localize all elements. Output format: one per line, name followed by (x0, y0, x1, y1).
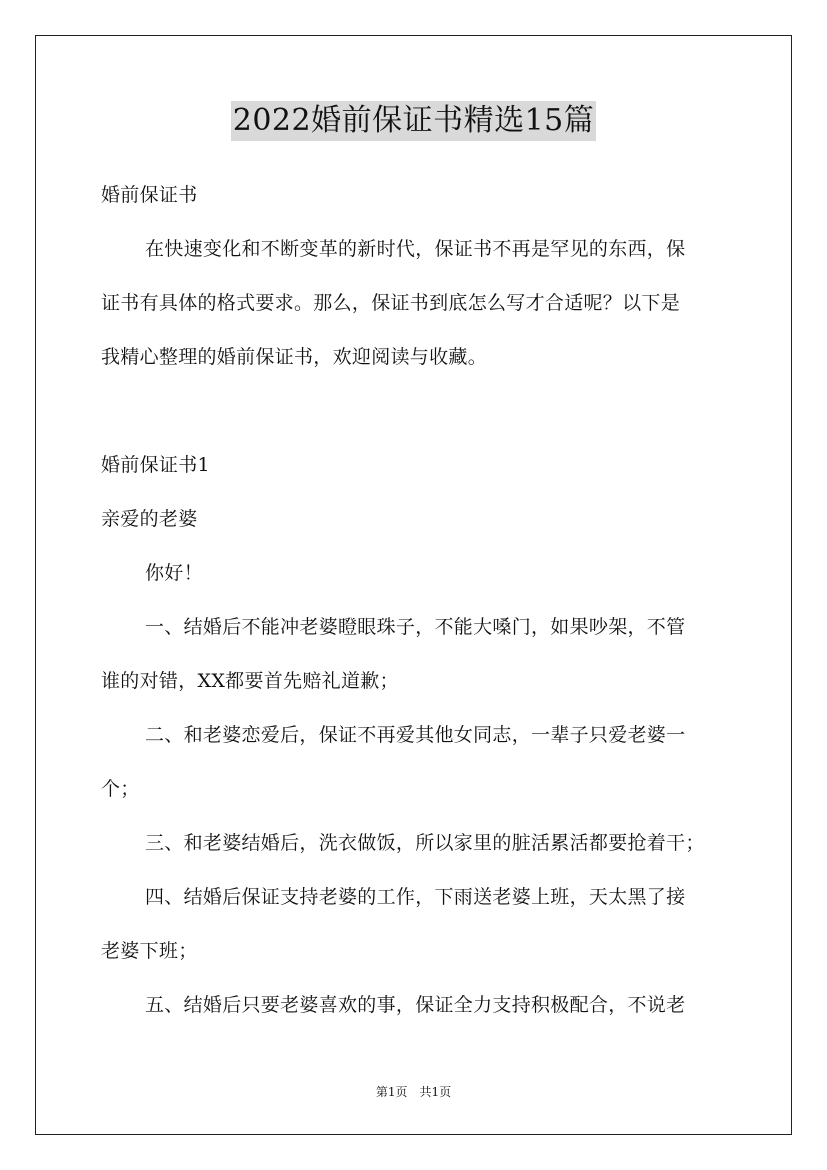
body-line: 五、结婚后只要老婆喜欢的事，保证全力支持积极配合，不说老 (145, 994, 686, 1016)
title-container (0, 101, 827, 141)
letter-heading: 婚前保证书1 (101, 454, 210, 476)
page-footer: 第1页 共1页 (375, 1085, 452, 1099)
body-line: 四、结婚后保证支持老婆的工作，下雨送老婆上班，天太黑了接 (145, 886, 686, 908)
body-line: 谁的对错，XX都要首先赔礼道歉； (101, 670, 399, 692)
body-line: 个； (101, 778, 140, 800)
document-title: 2022婚前保证书精选15篇 (231, 101, 597, 141)
greeting: 你好！ (145, 562, 203, 584)
salutation: 亲爱的老婆 (101, 508, 198, 530)
intro-line: 我精心整理的婚前保证书，欢迎阅读与收藏。 (101, 346, 488, 368)
body-line: 三、和老婆结婚后，洗衣做饭，所以家里的脏活累活都要抢着干； (145, 832, 705, 854)
blank-line (101, 384, 731, 438)
body-line: 二、和老婆恋爱后，保证不再爱其他女同志，一辈子只爱老婆一 (145, 724, 686, 746)
body-line: 老婆下班； (101, 940, 198, 962)
letter-body (101, 600, 731, 1032)
section-heading: 婚前保证书 (101, 184, 198, 206)
document-body (101, 168, 731, 1032)
intro-line: 证书有具体的格式要求。那么，保证书到底怎么写才合适呢？以下是 (101, 292, 681, 314)
intro-line: 在快速变化和不断变革的新时代，保证书不再是罕见的东西，保 (145, 238, 686, 260)
body-line: 一、结婚后不能冲老婆瞪眼珠子，不能大嗓门，如果吵架，不管 (145, 616, 686, 638)
